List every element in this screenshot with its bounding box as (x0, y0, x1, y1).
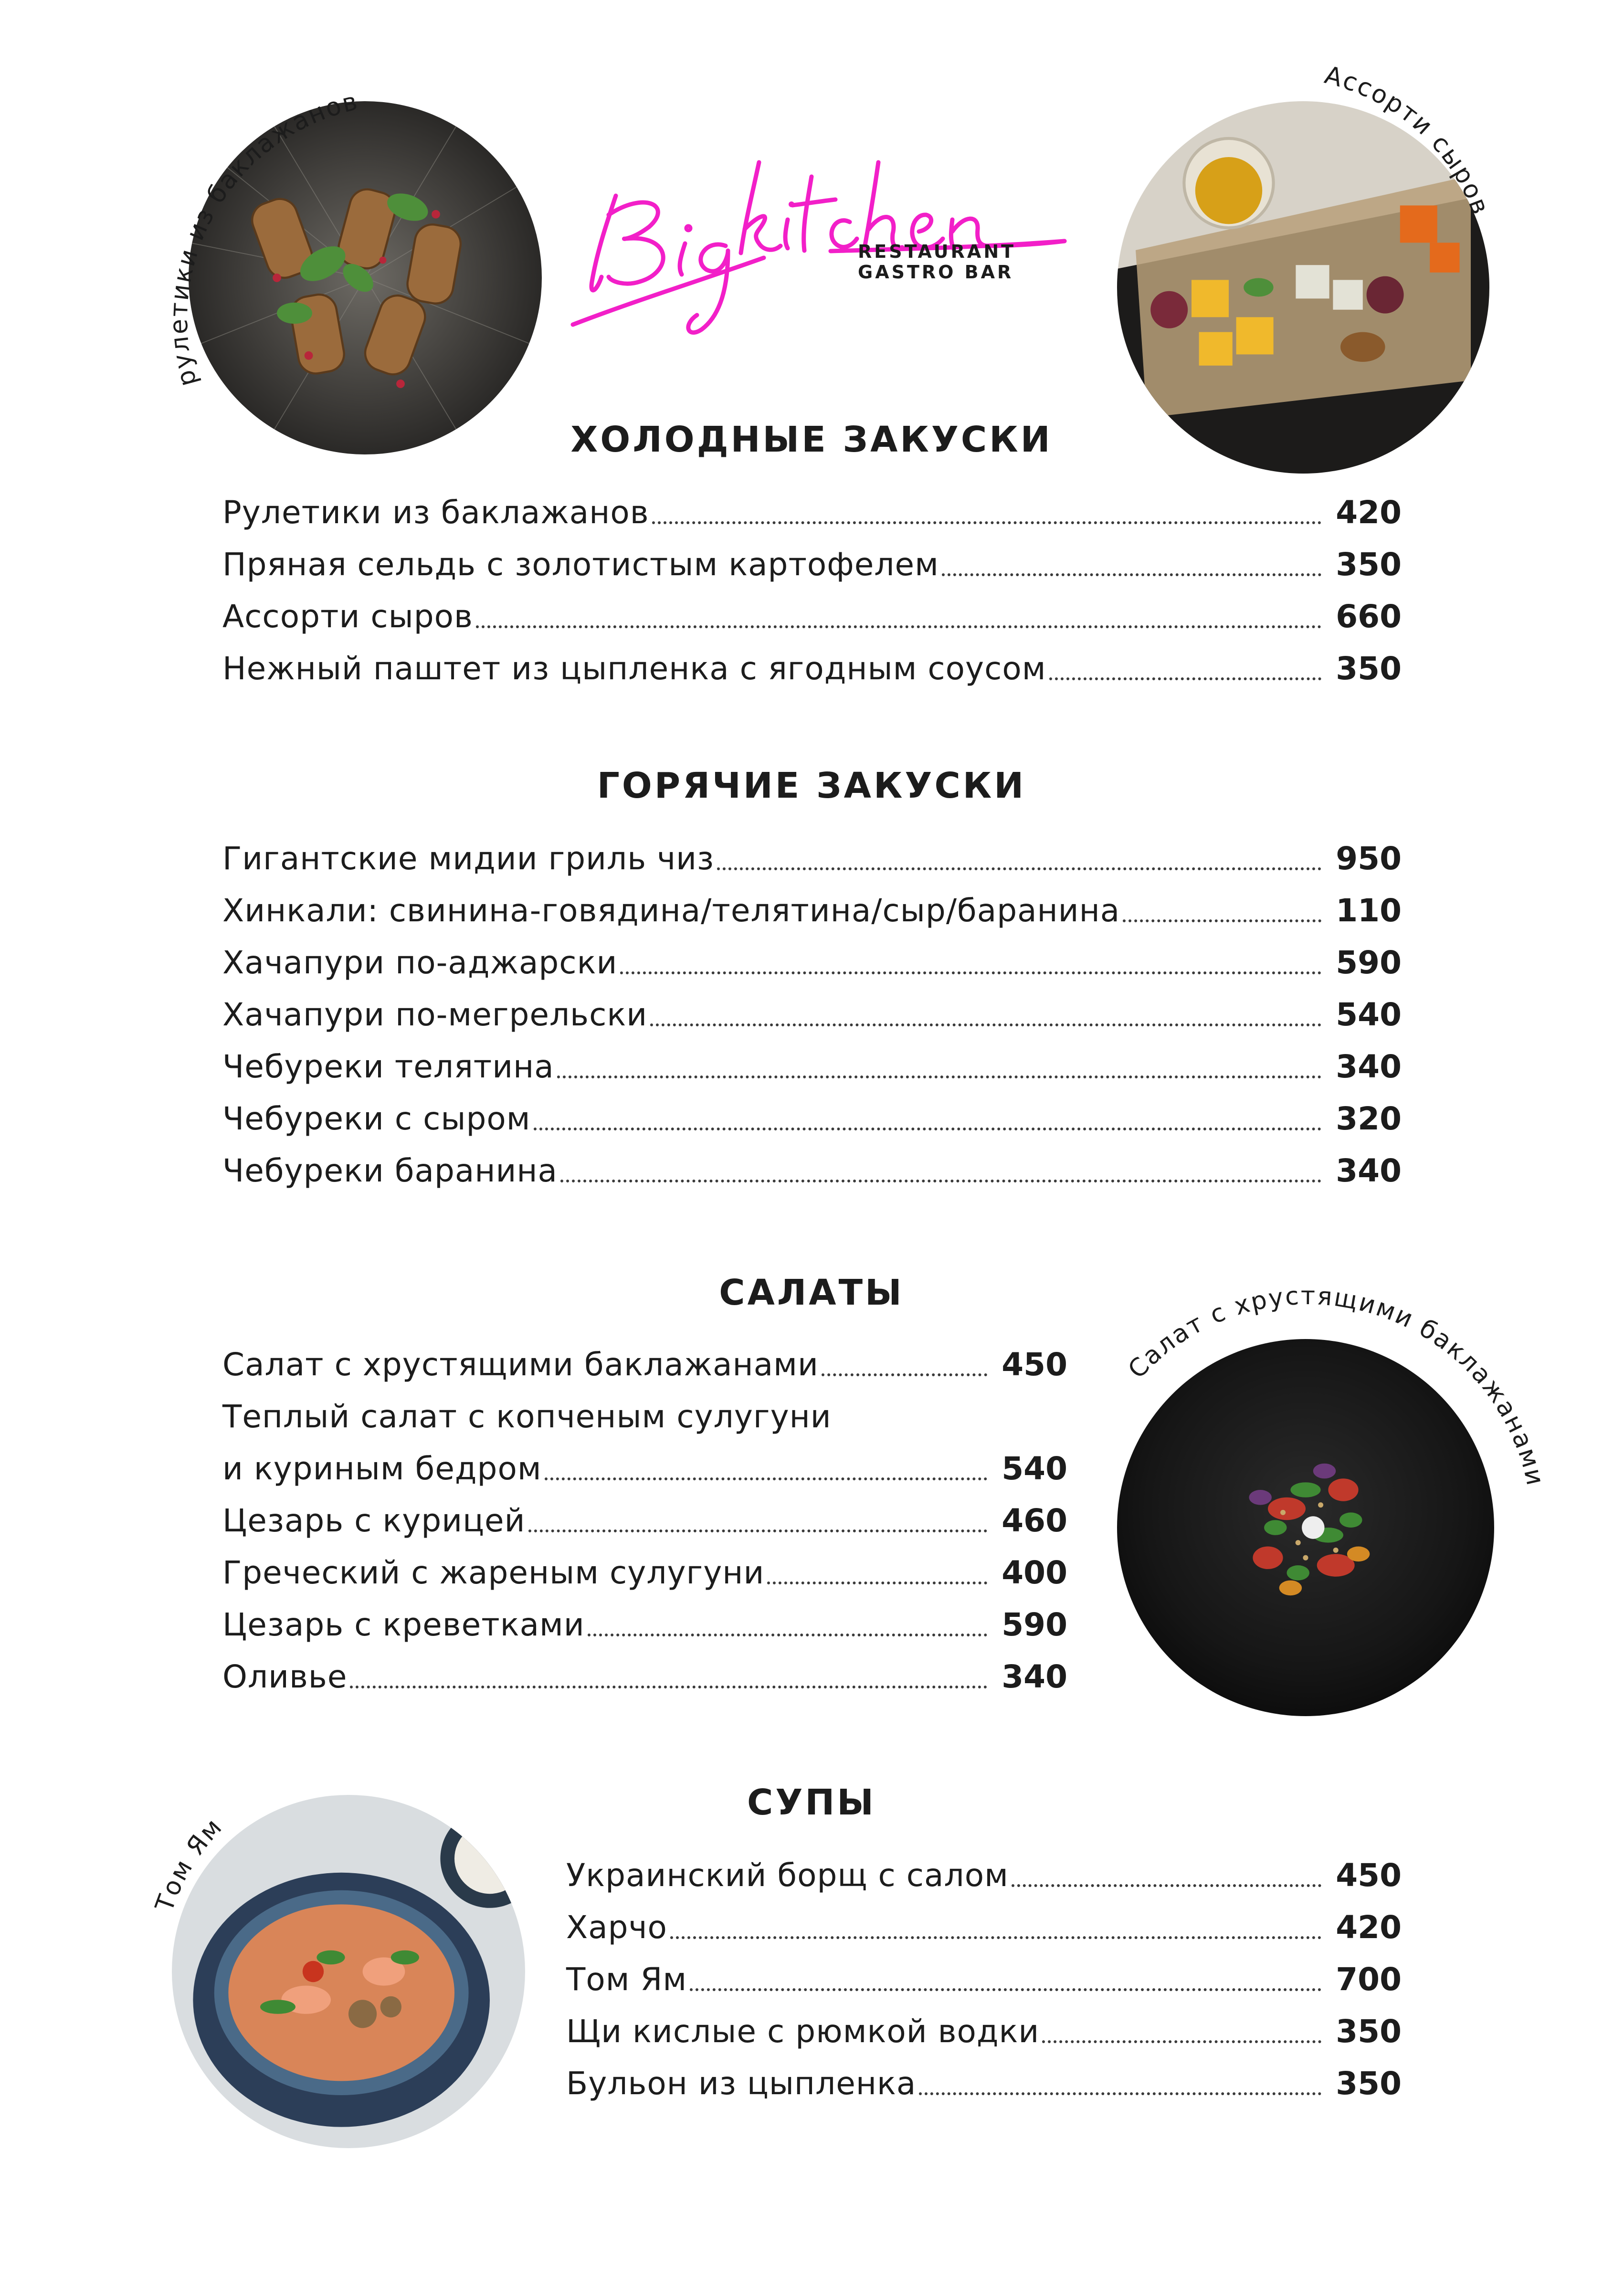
item-price: 350 (1336, 2065, 1402, 2102)
svg-text:рулетики из баклажанов: рулетики из баклажанов (164, 86, 362, 390)
menu-item (222, 1488, 1067, 1540)
item-name: Цезарь с курицей (222, 1502, 526, 1539)
item-name: Нежный паштет из цыпленка с ягодным соусом (222, 650, 1046, 687)
menu-item (222, 1086, 1402, 1138)
salads-title: САЛАТЫ (719, 1272, 904, 1313)
leader-dots (476, 625, 1321, 628)
cheese-assortment-caption (1041, 26, 1518, 504)
leader-dots (1049, 677, 1321, 680)
item-name: Ассорти сыров (222, 598, 473, 635)
item-name: Хачапури по-мегрельски (222, 996, 648, 1033)
item-name: Хачапури по-аджарски (222, 944, 618, 981)
item-price: 340 (1002, 1658, 1067, 1695)
menu-item (566, 2051, 1402, 2103)
item-name: Щи кислые с рюмкой водки (566, 2013, 1040, 2050)
soups-list (566, 1843, 1402, 2103)
item-price: 950 (1336, 840, 1402, 877)
item-name: Салат с хрустящими баклажанами (222, 1346, 819, 1383)
menu-item (222, 878, 1402, 930)
leader-dots (652, 521, 1321, 524)
item-name: Оливье (222, 1658, 348, 1695)
leader-dots (650, 1023, 1321, 1026)
item-name: Греческий с жареным сулугуни (222, 1554, 765, 1591)
item-price: 340 (1336, 1048, 1402, 1085)
crispy-eggplant-salad-caption (1060, 1281, 1551, 1776)
item-price: 460 (1002, 1502, 1067, 1539)
item-name: Теплый салат с копченым сулугуни (222, 1398, 832, 1435)
tom-yam-caption (124, 1747, 573, 2196)
leader-dots (560, 1180, 1321, 1182)
menu-item (222, 982, 1402, 1034)
leader-dots (1012, 1884, 1321, 1887)
item-price: 350 (1336, 2013, 1402, 2050)
menu-item (222, 1592, 1067, 1644)
menu-item (222, 1138, 1402, 1190)
item-name: Гигантские мидии гриль чиз (222, 840, 715, 877)
item-name: Чебуреки телятина (222, 1048, 554, 1085)
item-price: 700 (1336, 1961, 1402, 1998)
menu-item-line1 (222, 1384, 1067, 1436)
item-price: 350 (1336, 546, 1402, 583)
leader-dots (767, 1582, 987, 1584)
item-name: Бульон из цыпленка (566, 2065, 917, 2102)
menu-item (222, 584, 1402, 636)
item-price: 110 (1336, 892, 1402, 929)
menu-item (222, 826, 1402, 878)
item-price: 450 (1336, 1857, 1402, 1894)
menu-item (222, 1644, 1067, 1696)
menu-item (566, 1999, 1402, 2051)
item-price: 350 (1336, 650, 1402, 687)
leader-dots (545, 1477, 987, 1480)
leader-dots (822, 1373, 987, 1376)
svg-text:Ассорти сыров: Ассорти сыров (1321, 61, 1495, 220)
leader-dots (1042, 2040, 1321, 2043)
item-price: 590 (1002, 1606, 1067, 1643)
menu-item (222, 532, 1402, 584)
item-price: 450 (1002, 1346, 1067, 1383)
leader-dots (717, 867, 1321, 870)
item-price: 540 (1336, 996, 1402, 1033)
svg-text:Салат с хрустящими баклажанами: Салат с хрустящими баклажанами (1122, 1281, 1550, 1489)
menu-item (222, 1540, 1067, 1592)
item-price: 540 (1002, 1450, 1067, 1487)
menu-item (222, 930, 1402, 982)
item-price: 420 (1336, 1909, 1402, 1946)
menu-item (566, 1895, 1402, 1947)
leader-dots (528, 1529, 987, 1532)
leader-dots (534, 1128, 1321, 1130)
item-price: 660 (1336, 598, 1402, 635)
menu-item (222, 480, 1402, 532)
menu-item (222, 1436, 1067, 1488)
item-name-continued: и куриным бедром (222, 1450, 542, 1487)
item-name: Чебуреки с сыром (222, 1100, 531, 1137)
item-price: 320 (1336, 1100, 1402, 1137)
item-name: Хинкали: свинина-говядина/телятина/сыр/баранина (222, 892, 1120, 929)
item-name: Пряная сельдь с золотистым картофелем (222, 546, 939, 583)
svg-text:Том Ям: Том Ям (150, 1812, 229, 1916)
cold-appetizers-list (222, 480, 1402, 688)
leader-dots (942, 573, 1321, 576)
item-name: Рулетики из баклажанов (222, 494, 649, 531)
item-name: Украинский борщ с салом (566, 1857, 1009, 1894)
leader-dots (588, 1634, 987, 1636)
cold-appetizers-title: ХОЛОДНЫЕ ЗАКУСКИ (570, 419, 1053, 460)
hot-appetizers-title: ГОРЯЧИЕ ЗАКУСКИ (597, 765, 1026, 806)
menu-item (566, 1947, 1402, 1999)
item-price: 420 (1336, 494, 1402, 531)
leader-dots (557, 1076, 1321, 1078)
logo-gastro-bar-label: GASTRO BAR (858, 262, 1014, 283)
leader-dots (350, 1686, 987, 1688)
menu-item (222, 1332, 1067, 1384)
menu-item (222, 1034, 1402, 1086)
salads-list (222, 1332, 1067, 1696)
item-name: Цезарь с креветками (222, 1606, 585, 1643)
item-name: Харчо (566, 1909, 667, 1946)
leader-dots (690, 1988, 1321, 1991)
item-price: 400 (1002, 1554, 1067, 1591)
menu-item (222, 636, 1402, 688)
item-name: Чебуреки баранина (222, 1152, 558, 1189)
item-name: Том Ям (566, 1961, 687, 1998)
hot-appetizers-list (222, 826, 1402, 1190)
leader-dots (670, 1936, 1321, 1939)
logo-restaurant-label: RESTAURANT (858, 241, 1016, 262)
menu-item (566, 1843, 1402, 1895)
item-price: 590 (1336, 944, 1402, 981)
leader-dots (1123, 919, 1321, 922)
leader-dots (919, 2092, 1321, 2095)
soups-title: СУПЫ (747, 1782, 876, 1823)
item-price: 340 (1336, 1152, 1402, 1189)
leader-dots (620, 971, 1321, 974)
